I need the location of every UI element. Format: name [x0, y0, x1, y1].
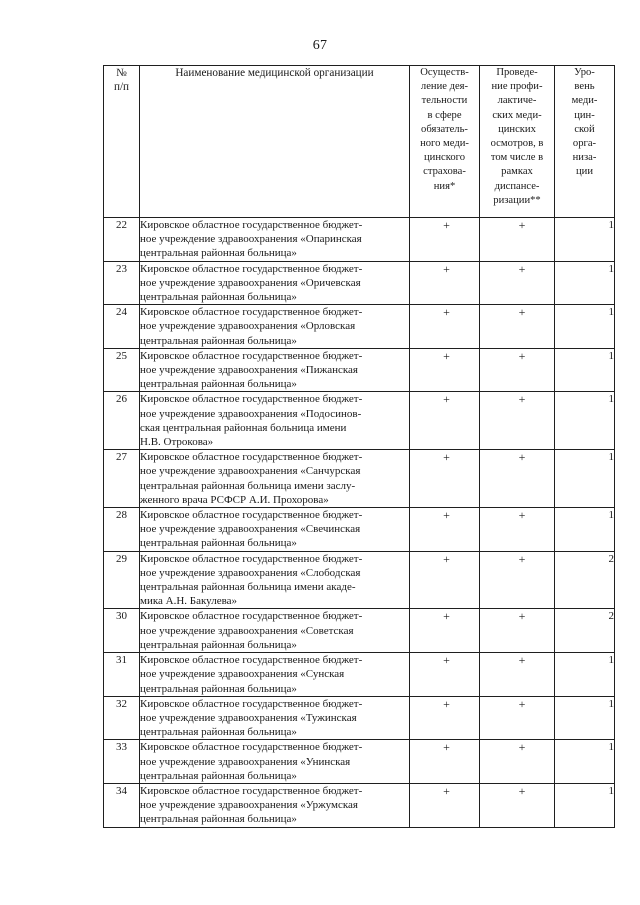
organization-level: 1	[555, 218, 615, 262]
organization-name-line: Кировское областное государственное бюджет-	[140, 552, 363, 565]
table-row	[104, 348, 615, 392]
organization-name-line: центральная районная больница»	[140, 726, 297, 739]
table-row	[104, 653, 615, 697]
organization-name-line: центральная районная больница»	[140, 247, 297, 260]
table-row	[104, 609, 615, 653]
medexam-mark: +	[480, 305, 555, 349]
medexam-mark: +	[480, 348, 555, 392]
organization-name	[140, 392, 410, 450]
header-organization-name: Наименование медицинской организации	[140, 66, 410, 218]
oms-mark: +	[410, 218, 480, 262]
organization-name	[140, 551, 410, 609]
medexam-mark: +	[480, 551, 555, 609]
organization-name-line: центральная районная больница»	[140, 682, 297, 695]
organization-name-line: центральная районная больница»	[140, 769, 297, 782]
header-number: № п/п	[104, 66, 140, 218]
oms-mark: +	[410, 305, 480, 349]
organization-name-line: Кировское областное государственное бюджет-	[140, 741, 363, 754]
organization-name-line: центральная районная больница»	[140, 537, 297, 550]
header-oms-activity: Осуществ- ление дея- тельности в сфере обязатель- ного меди- цинского страхова- ния*	[410, 66, 480, 218]
medexam-mark: +	[480, 653, 555, 697]
organization-name-line: Кировское областное государственное бюджет-	[140, 654, 363, 667]
organization-name-line: Кировское областное государственное бюджет-	[140, 219, 363, 231]
organization-name-line: ное учреждение здравоохранения «Унинская	[140, 755, 351, 768]
organization-name	[140, 740, 410, 784]
organization-name-line: Кировское областное государственное бюджет-	[140, 262, 363, 275]
oms-mark: +	[410, 261, 480, 305]
organization-name-line: центральная районная больница имени акаде-	[140, 581, 356, 594]
table-row	[104, 305, 615, 349]
medexam-mark: +	[480, 450, 555, 508]
organization-name-line: Кировское областное государственное бюджет-	[140, 509, 363, 522]
medexam-mark: +	[480, 261, 555, 305]
row-number: 34	[104, 783, 140, 827]
organization-name-line: Кировское областное государственное бюджет-	[140, 393, 363, 406]
row-number: 29	[104, 551, 140, 609]
table-row	[104, 450, 615, 508]
header-organization-level: Уро- вень меди- цин- ской орга- низа- ции	[555, 66, 615, 218]
organization-level: 1	[555, 261, 615, 305]
table-body	[104, 218, 615, 828]
table-row	[104, 551, 615, 609]
organization-level: 1	[555, 740, 615, 784]
oms-mark: +	[410, 551, 480, 609]
organization-name-line: ное учреждение здравоохранения «Санчурская	[140, 465, 361, 478]
row-number: 31	[104, 653, 140, 697]
oms-mark: +	[410, 508, 480, 552]
organization-level: 1	[555, 653, 615, 697]
organization-name	[140, 609, 410, 653]
row-number: 22	[104, 218, 140, 262]
organization-name	[140, 653, 410, 697]
organization-name-line: Н.В. Отрокова»	[140, 436, 214, 449]
medexam-mark: +	[480, 218, 555, 262]
organization-level: 2	[555, 609, 615, 653]
oms-mark: +	[410, 348, 480, 392]
organization-name	[140, 218, 410, 262]
organization-name	[140, 305, 410, 349]
table-row	[104, 740, 615, 784]
organization-name-line: ное учреждение здравоохранения «Орловская	[140, 320, 356, 333]
table-row	[104, 696, 615, 740]
organization-name-line: Кировское областное государственное бюджет-	[140, 451, 363, 464]
organization-name	[140, 348, 410, 392]
medexam-mark: +	[480, 740, 555, 784]
organization-level: 1	[555, 783, 615, 827]
oms-mark: +	[410, 740, 480, 784]
medexam-mark: +	[480, 609, 555, 653]
oms-mark: +	[410, 783, 480, 827]
organization-name-line: ное учреждение здравоохранения «Оричевская	[140, 276, 361, 289]
organization-name-line: ное учреждение здравоохранения «Подосинов-	[140, 407, 362, 420]
organization-level: 1	[555, 450, 615, 508]
row-number: 24	[104, 305, 140, 349]
organization-name-line: центральная районная больница»	[140, 378, 297, 391]
organization-level: 1	[555, 348, 615, 392]
medexam-mark: +	[480, 508, 555, 552]
organization-name-line: ное учреждение здравоохранения «Советская	[140, 624, 354, 637]
row-number: 25	[104, 348, 140, 392]
organization-name	[140, 696, 410, 740]
medical-organizations-table	[103, 65, 615, 828]
organization-level: 1	[555, 508, 615, 552]
table-row	[104, 261, 615, 305]
table-row	[104, 783, 615, 827]
row-number: 30	[104, 609, 140, 653]
organization-name-line: ное учреждение здравоохранения «Опаринская	[140, 233, 362, 246]
table-row	[104, 218, 615, 262]
organization-name-line: ное учреждение здравоохранения «Сунская	[140, 668, 345, 681]
organization-name-line: Кировское областное государственное бюджет-	[140, 610, 363, 623]
organization-level: 1	[555, 696, 615, 740]
organization-name-line: ное учреждение здравоохранения «Уржумская	[140, 799, 358, 812]
oms-mark: +	[410, 609, 480, 653]
organization-name-line: ное учреждение здравоохранения «Пижанская	[140, 364, 358, 377]
organization-name-line: Кировское областное государственное бюджет-	[140, 697, 363, 710]
row-number: 27	[104, 450, 140, 508]
organization-name-line: ное учреждение здравоохранения «Слободская	[140, 566, 361, 579]
medexam-mark: +	[480, 696, 555, 740]
row-number: 33	[104, 740, 140, 784]
organization-name-line: центральная районная больница»	[140, 291, 297, 304]
oms-mark: +	[410, 392, 480, 450]
organization-name-line: ное учреждение здравоохранения «Тужинская	[140, 711, 357, 724]
organization-name	[140, 450, 410, 508]
organization-level: 1	[555, 305, 615, 349]
table-row	[104, 392, 615, 450]
organization-name-line: мика А.Н. Бакулева»	[140, 595, 238, 608]
organization-name-line: Кировское областное государственное бюджет-	[140, 306, 363, 319]
organization-name	[140, 783, 410, 827]
row-number: 23	[104, 261, 140, 305]
organization-name	[140, 508, 410, 552]
organization-name-line: ное учреждение здравоохранения «Свечинская	[140, 523, 361, 536]
page-number: 67	[312, 38, 328, 53]
header-preventive-exams: Проведе- ние профи- лактиче- ских меди- цинских осмотров, в том числе в рамках диспансе- ризации**	[480, 66, 555, 218]
organization-name-line: центральная районная больница»	[140, 334, 297, 347]
medexam-mark: +	[480, 783, 555, 827]
organization-name	[140, 261, 410, 305]
organization-name-line: центральная районная больница»	[140, 638, 297, 651]
organization-name-line: ская центральная районная больница имени	[140, 421, 347, 434]
row-number: 28	[104, 508, 140, 552]
oms-mark: +	[410, 653, 480, 697]
row-number: 26	[104, 392, 140, 450]
organization-name-line: женного врача РСФСР А.И. Прохорова»	[140, 493, 329, 506]
organization-level: 2	[555, 551, 615, 609]
medexam-mark: +	[480, 392, 555, 450]
table-header-row	[104, 66, 615, 218]
organization-name-line: Кировское областное государственное бюджет-	[140, 784, 363, 797]
table-row	[104, 508, 615, 552]
organization-level: 1	[555, 392, 615, 450]
organization-name-line: центральная районная больница имени заслу-	[140, 479, 356, 492]
oms-mark: +	[410, 696, 480, 740]
organization-name-line: центральная районная больница»	[140, 813, 297, 826]
organization-name-line: Кировское областное государственное бюджет-	[140, 349, 363, 362]
row-number: 32	[104, 696, 140, 740]
oms-mark: +	[410, 450, 480, 508]
